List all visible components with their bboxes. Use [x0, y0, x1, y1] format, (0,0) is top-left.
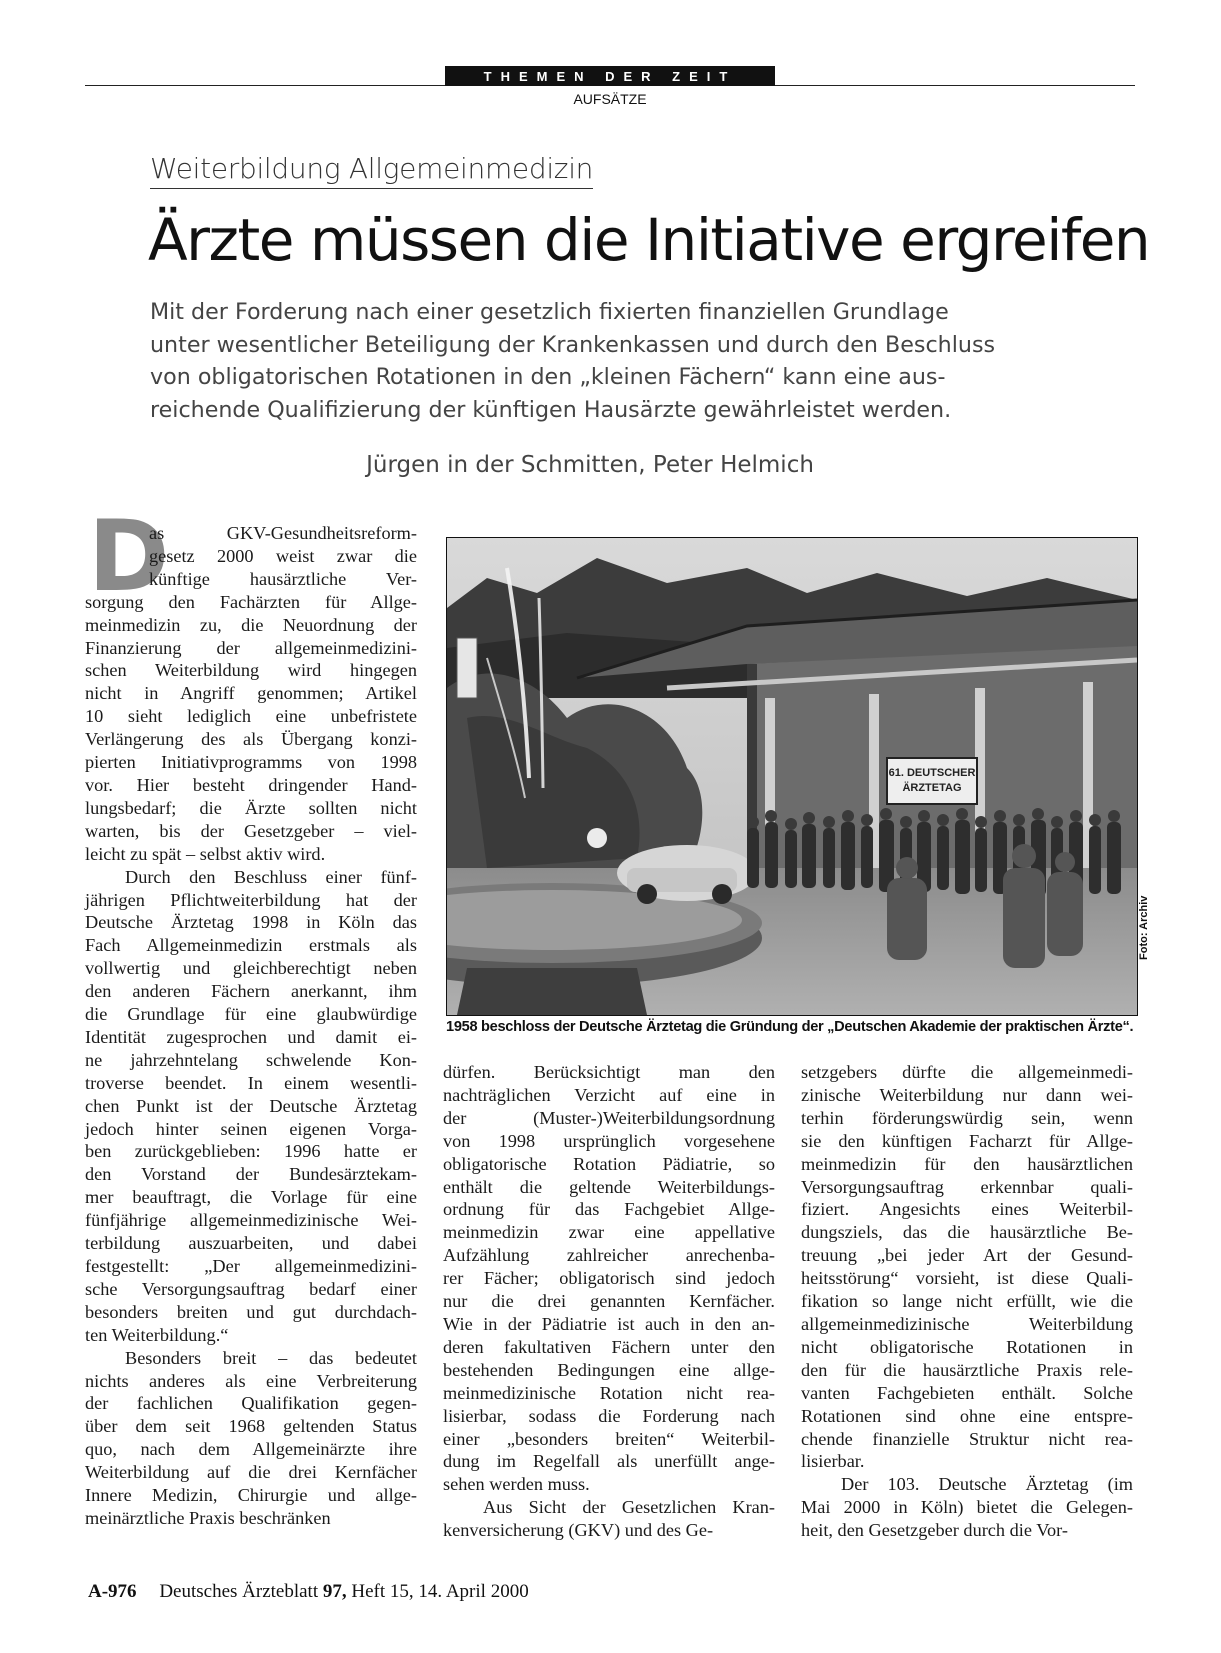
body-text-line: Fach Allgemeinmedizin erstmals als	[85, 935, 417, 956]
body-text-line: nachträglichen Verzicht auf eine in	[443, 1084, 775, 1105]
body-text-line: as GKV-Gesundheitsreform-	[149, 523, 417, 543]
body-text-line: 10 sieht lediglich eine unbefristete	[85, 706, 417, 727]
body-text-line: Durch den Beschluss einer fünf-	[125, 866, 417, 887]
section-label: THEMEN DER ZEIT	[445, 66, 775, 86]
article-lead	[150, 296, 1030, 426]
body-text-line: fünfjährige allgemeinmedizinische Wei-	[85, 1210, 417, 1231]
journal-volume: 97,	[322, 1581, 347, 1602]
body-text-line: Finanzierung der allgemeinmedizini-	[85, 637, 417, 658]
body-text-line: Der 103. Deutsche Ärztetag (im	[841, 1474, 1133, 1495]
body-text-line: sehen werden muss.	[443, 1474, 590, 1495]
body-text-line: chende finanzielle Struktur nicht rea-	[801, 1428, 1133, 1449]
body-text-line: zinische Weiterbildung nur dann wei-	[801, 1084, 1133, 1105]
subsection-label: AUFSÄTZE	[573, 91, 647, 107]
journal-name: Deutsches Ärzteblatt	[159, 1581, 319, 1602]
body-text-line: schen Weiterbildung wird hingegen	[85, 660, 417, 681]
body-text-line: der fachlichen Qualifikation gegen-	[85, 1393, 417, 1414]
body-text-line: Deutsche Ärztetag 1998 in Köln das	[85, 912, 417, 933]
body-text-line: den für die hausärztliche Praxis rele-	[801, 1359, 1133, 1380]
body-text-line: terbildung auszuarbeiten, und dabei	[85, 1233, 417, 1254]
body-text-line: den Vorstand der Bundesärztekam-	[85, 1164, 417, 1185]
page-footer	[88, 1581, 529, 1603]
body-text-line: Weiterbildung auf die drei Kernfächer	[85, 1462, 417, 1483]
article-photo	[446, 537, 1138, 1016]
body-text-line: Innere Medizin, Chirurgie und allge-	[85, 1485, 417, 1506]
body-text-line: Besonders breit – das bedeutet	[125, 1347, 417, 1368]
body-text-line: terhin förderungswürdig sein, wenn	[801, 1107, 1133, 1128]
body-text-line: gesetz 2000 weist zwar die	[149, 545, 417, 566]
body-text-line: warten, bis der Gesetzgeber – viel-	[85, 820, 417, 841]
body-text-line: setzgebers dürfte die allgemeinmedi-	[801, 1062, 1133, 1082]
photo-credit: Foto: Archiv	[1138, 895, 1150, 960]
body-text-line: heit, den Gesetzgeber durch die Vor-	[801, 1520, 1068, 1541]
lead-line: von obligatorischen Rotationen in den „kleinen Fächern“ kann eine aus-	[150, 364, 946, 390]
body-text-line: enthält die geltende Weiterbildungs-	[443, 1176, 775, 1197]
body-text-line: nichts anderes als eine Verbreiterung	[85, 1370, 417, 1391]
banner-text-1: 61. DEUTSCHER	[888, 767, 976, 779]
body-text-line: allgemeinmedizinische Weiterbildung	[801, 1313, 1133, 1334]
body-text-line: pierten Initiativprogramms von 1998	[85, 752, 417, 773]
body-text-line: nur die drei genannten Kernfächer.	[443, 1291, 775, 1312]
body-text-line: ten Weiterbildung.“	[85, 1324, 229, 1345]
body-text-line: obligatorische Rotation Pädiatrie, so	[443, 1153, 775, 1174]
body-text-line: fiziert. Angesichts eines Weiterbil-	[801, 1199, 1133, 1220]
body-text-line: meinmedizin zwar eine appellative	[443, 1222, 775, 1243]
body-text-line: lisierbar, sodass die Forderung nach	[443, 1405, 775, 1426]
body-text-line: meinmedizinische Rotation nicht rea-	[443, 1382, 775, 1403]
body-text-line: Aus Sicht der Gesetzlichen Kran-	[483, 1497, 775, 1518]
body-text-line: vanten Fachgebieten enthält. Solche	[801, 1382, 1133, 1403]
body-text-line: sorgung den Fachärzten für Allge-	[85, 591, 417, 612]
body-text-line: künftige hausärztliche Ver-	[149, 568, 417, 589]
body-text-line: heitsstörung“ vorsieht, ist diese Quali-	[801, 1268, 1133, 1289]
body-text-line: ordnung für das Fachgebiet Allge-	[443, 1199, 775, 1220]
article-authors: Jürgen in der Schmitten, Peter Helmich	[366, 452, 814, 478]
body-text-line: sie den künftigen Facharzt für Allge-	[801, 1130, 1133, 1151]
body-text-line: bestehenden Bedingungen eine allge-	[443, 1359, 775, 1380]
body-text-line: sche Versorgungsauftrag bedarf einer	[85, 1278, 417, 1299]
body-text-line: besonders breiten und gut durchdach-	[85, 1301, 417, 1322]
body-text-line: dung im Regelfall als unerfüllt ange-	[443, 1451, 775, 1472]
body-text-line: meinmedizin für den hausärztlichen	[801, 1153, 1133, 1174]
body-text-line: nicht in Angriff genommen; Artikel	[85, 683, 417, 704]
body-column-2	[443, 1061, 775, 1542]
body-text-line: vollwertig und gleichberechtigt neben	[85, 958, 417, 979]
body-text-line: Identität zugesprochen und damit ei-	[85, 1026, 417, 1047]
body-text-line: Wie in der Pädiatrie ist auch in den an-	[443, 1313, 775, 1334]
lead-line: unter wesentlicher Beteiligung der Krankenkassen und durch den Beschluss	[150, 331, 996, 358]
body-text-line: fikation so lange nicht erfüllt, wie die	[801, 1291, 1133, 1312]
body-text-line: über dem seit 1968 geltenden Status	[85, 1416, 417, 1437]
body-text-line: dungsziels, das die hausärztliche Be-	[801, 1222, 1133, 1243]
body-text-line: ne jahrzehntelang schwelende Kon-	[85, 1049, 417, 1070]
body-text-line: troverse beendet. In einem wesentli-	[85, 1072, 417, 1093]
body-text-line: jährigen Pflichtweiterbildung hat der	[85, 889, 417, 910]
body-text-line: deren fakultativen Fächern unter den	[443, 1336, 775, 1357]
body-text-line: Mai 2000 in Köln) bietet die Gelegen-	[801, 1497, 1133, 1518]
body-text-line: Versorgungsauftrag erkennbar quali-	[801, 1176, 1133, 1197]
lead-line: Mit der Forderung nach einer gesetzlich fixierten finanziellen Grundlage	[150, 299, 949, 325]
page-number: A-976	[88, 1581, 137, 1602]
body-text-line: die Grundlage für eine glaubwürdige	[85, 1004, 417, 1025]
body-text-line: meinärztliche Praxis beschränken	[85, 1507, 331, 1528]
lead-line: reichende Qualifizierung der künftigen Hausärzte gewährleistet werden.	[150, 396, 952, 423]
body-text-line: den anderen Fächern anerkannt, ihm	[85, 981, 417, 1002]
body-text-line: treuung „bei jeder Art der Gesund-	[801, 1245, 1133, 1266]
body-text-line: einer „besonders breiten“ Weiterbil-	[443, 1428, 775, 1449]
body-text-line: lisierbar.	[801, 1451, 865, 1472]
body-text-line: quo, nach dem Allgemeinärzte ihre	[85, 1439, 417, 1460]
body-text-line: chen Punkt ist der Deutsche Ärztetag	[85, 1095, 417, 1116]
body-text-line: rer Fächer; obligatorisch sind jedoch	[443, 1268, 775, 1289]
body-text-line: Verlängerung des als Übergang konzi-	[85, 729, 417, 750]
body-text-line: leicht zu spät – selbst aktiv wird.	[85, 843, 326, 864]
body-text-line: kenversicherung (GKV) und des Ge-	[443, 1520, 714, 1541]
body-column-3	[801, 1061, 1133, 1542]
drop-cap: D	[88, 500, 170, 614]
body-text-line: Aufzählung zahlreicher anrechenba-	[443, 1245, 775, 1266]
body-text-line: jedoch hinter seinen eigenen Vorga-	[85, 1118, 417, 1139]
body-text-line: vor. Hier besteht dringender Hand-	[85, 774, 417, 795]
journal-issue: Heft 15, 14. April 2000	[351, 1581, 529, 1602]
body-text-line: mer beauftragt, die Vorlage für eine	[85, 1187, 417, 1208]
body-text-line: ben zurückgeblieben: 1996 hatte er	[85, 1141, 417, 1162]
banner-text-2: ÄRZTETAG	[902, 782, 962, 794]
body-text-line: Rotationen sind ohne eine entspre-	[801, 1405, 1133, 1426]
body-text-line: von 1998 ursprünglich vorgesehene	[443, 1130, 775, 1151]
body-column-1	[85, 522, 417, 1530]
body-text-line: nicht obligatorische Rotationen in	[801, 1336, 1133, 1357]
body-text-line: meinmedizin zu, die Neuordnung der	[85, 614, 417, 635]
body-text-line: lungsbedarf; die Ärzte sollten nicht	[85, 797, 417, 818]
body-text-line: der (Muster-)Weiterbildungsordnung	[443, 1107, 775, 1128]
article-headline: Ärzte müssen die Initiative ergreifen	[148, 206, 1150, 274]
article-kicker: Weiterbildung Allgemeinmedizin	[150, 152, 593, 189]
body-text-line: festgestellt: „Der allgemeinmedizini-	[85, 1256, 417, 1276]
body-text-line: dürfen. Berücksichtigt man den	[443, 1062, 775, 1082]
photo-caption: 1958 beschloss der Deutsche Ärztetag die Gründung der „Deutschen Akademie der praktischen Ärzte“.	[446, 1019, 1134, 1035]
